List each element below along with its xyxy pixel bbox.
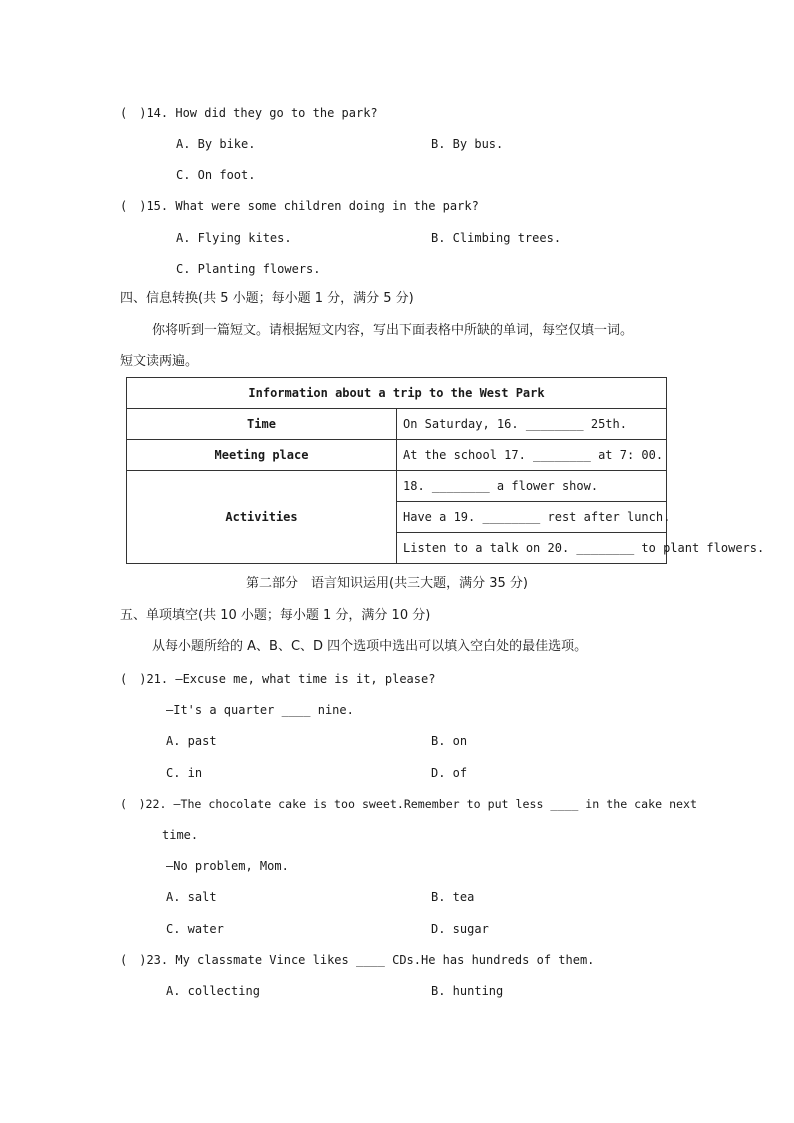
row-value-activity-2: Have a 19. ________ rest after lunch.: [397, 502, 667, 533]
table-row: [127, 471, 667, 502]
question-stem: How did they go to the park?: [175, 106, 378, 120]
question-22: [120, 796, 697, 812]
row-value-meeting-place: At the school 17. ________ at 7: 00.: [397, 440, 667, 471]
question-stem: —The chocolate cake is too sweet.Remember to put less ____ in the cake next: [173, 797, 697, 811]
question-stem: —Excuse me, what time is it, please?: [175, 672, 436, 686]
option-b: B. tea: [431, 890, 475, 904]
question-21-reply: —It's a quarter ____ nine.: [166, 703, 354, 717]
option-a: A. past: [166, 734, 217, 748]
row-value-time: On Saturday, 16. ________ 25th.: [397, 409, 667, 440]
question-22-reply: —No problem, Mom.: [166, 859, 289, 873]
row-label-time: Time: [127, 409, 397, 440]
option-a: A. salt: [166, 890, 217, 904]
question-22-stem-cont: time.: [162, 828, 199, 842]
option-b: B. Climbing trees.: [431, 231, 562, 245]
question-number: ( )14.: [120, 106, 169, 120]
row-label-meeting-place: Meeting place: [127, 440, 397, 471]
option-b: B. By bus.: [431, 137, 504, 151]
question-number: ( )23.: [120, 953, 169, 967]
option-a: A. By bike.: [176, 137, 256, 151]
option-c: C. Planting flowers.: [176, 262, 321, 276]
part-2-title: 第二部分 语言知识运用(共三大题，满分 35 分): [246, 576, 528, 591]
option-a: A. Flying kites.: [176, 231, 292, 245]
question-stem: What were some children doing in the park?: [175, 199, 479, 213]
table-header-row: [127, 378, 667, 409]
option-b: B. hunting: [431, 984, 504, 998]
row-label-activities: Activities: [127, 471, 397, 564]
section-5-instruction: 从每小题所给的 A、B、C、D 四个选项中选出可以填入空白处的最佳选项。: [152, 639, 588, 654]
option-d: D. sugar: [431, 922, 489, 936]
table-row: [127, 440, 667, 471]
question-21: [120, 671, 435, 687]
question-number: ( )15.: [120, 199, 169, 213]
option-a: A. collecting: [166, 984, 260, 998]
question-14: [120, 105, 378, 121]
section-4-title: 四、信息转换(共 5 小题；每小题 1 分，满分 5 分): [120, 291, 414, 306]
table-title: Information about a trip to the West Park: [127, 378, 667, 409]
section-4-instruction: 你将听到一篇短文。请根据短文内容，写出下面表格中所缺的单词，每空仅填一词。: [152, 323, 634, 338]
option-d: D. of: [431, 766, 468, 780]
question-number: ( )21.: [120, 672, 169, 686]
option-c: C. water: [166, 922, 224, 936]
table-row: [127, 409, 667, 440]
info-table: [126, 377, 765, 564]
section-4-instruction-cont: 短文读两遍。: [120, 354, 199, 369]
row-value-activity-3: Listen to a talk on 20. ________ to plant flowers.: [397, 533, 667, 564]
option-c: C. On foot.: [176, 168, 256, 182]
option-c: C. in: [166, 766, 203, 780]
question-23: [120, 952, 594, 968]
question-number: ( )22.: [120, 797, 167, 811]
section-5-title: 五、单项填空(共 10 小题；每小题 1 分，满分 10 分): [120, 608, 431, 623]
option-b: B. on: [431, 734, 468, 748]
row-value-activity-1: 18. ________ a flower show.: [397, 471, 667, 502]
question-15: [120, 198, 479, 214]
question-stem: My classmate Vince likes ____ CDs.He has hundreds of them.: [175, 953, 595, 967]
